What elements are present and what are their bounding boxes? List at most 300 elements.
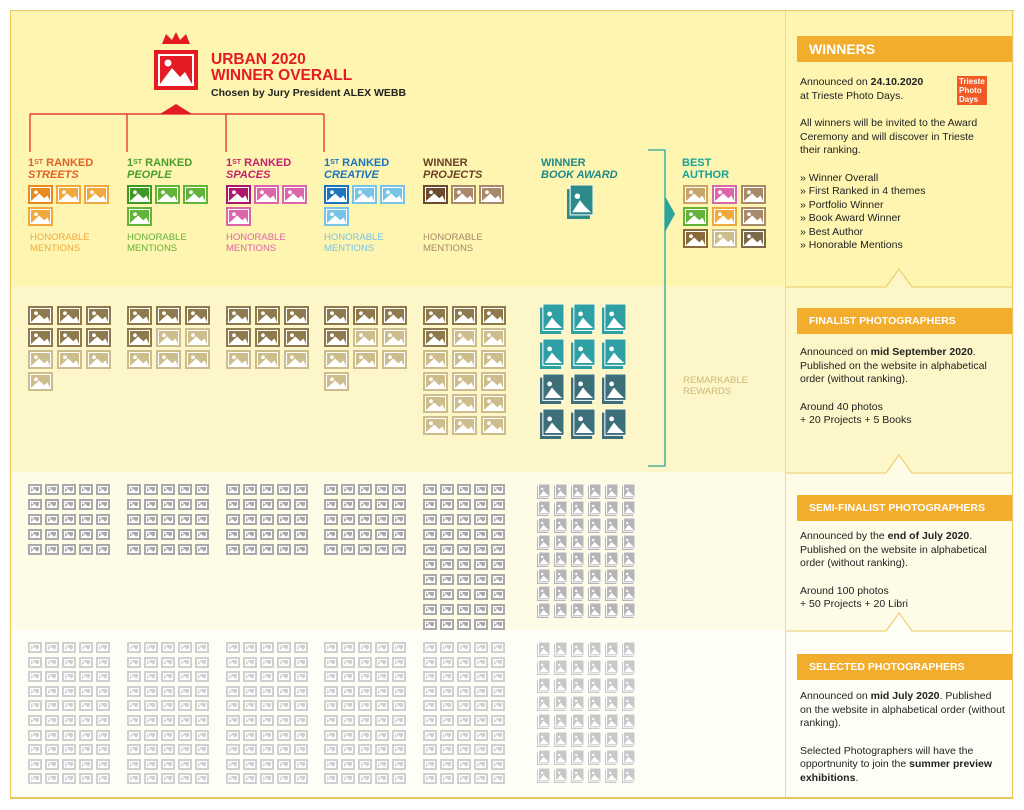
semi-photo-icon <box>474 499 488 510</box>
semi-photo-icon <box>260 484 274 495</box>
semi-photo-icon <box>178 499 192 510</box>
selected-photo-icon <box>457 642 471 653</box>
selected-book-icon <box>605 750 618 765</box>
selected-photo-icon <box>491 715 505 726</box>
semi-photo-icon <box>440 619 454 630</box>
selected-book-icon <box>622 642 635 657</box>
semi-photo-icon <box>195 499 209 510</box>
selected-photo-icon <box>358 730 372 741</box>
semi-photo-icon <box>440 484 454 495</box>
semi-book-icon <box>537 586 550 601</box>
selected-photo-icon <box>491 773 505 784</box>
semi-photo-icon <box>62 544 76 555</box>
selected-book-icon <box>622 660 635 675</box>
selected-book-icon <box>605 642 618 657</box>
category-book-label: WINNER BOOK AWARD <box>541 157 618 181</box>
semi-book-icon <box>537 501 550 516</box>
selected-photo-icon <box>127 744 141 755</box>
selected-photo-icon <box>341 744 355 755</box>
best-author-photo-icon <box>741 229 766 248</box>
selected-photo-icon <box>260 642 274 653</box>
selected-photo-icon <box>491 700 505 711</box>
selected-photo-icon <box>423 642 437 653</box>
finalist-photo-icon <box>127 306 152 325</box>
selected-photo-icon <box>260 730 274 741</box>
selected-photo-icon <box>423 686 437 697</box>
selected-photo-icon <box>144 759 158 770</box>
finalist-photo-icon <box>324 350 349 369</box>
semi-photo-icon <box>28 514 42 525</box>
selected-photo-icon <box>474 671 488 682</box>
semi-photo-icon <box>79 514 93 525</box>
selected-photo-icon <box>324 730 338 741</box>
selected-photo-icon <box>28 686 42 697</box>
semi-photo-icon <box>226 514 240 525</box>
selected-photo-icon <box>358 759 372 770</box>
semi-photo-icon <box>45 529 59 540</box>
semi-photo-icon <box>491 499 505 510</box>
semi-photo-icon <box>62 499 76 510</box>
semi-book-icon <box>571 535 584 550</box>
semi-photo-icon <box>375 499 389 510</box>
selected-book-icon <box>605 696 618 711</box>
semi-photo-icon <box>324 484 338 495</box>
semi-photo-icon <box>45 544 59 555</box>
category-projects-theme: PROJECTS <box>423 169 483 181</box>
finalist-photo-icon <box>452 394 477 413</box>
finalist-photo-icon <box>284 350 309 369</box>
selected-book-icon <box>571 660 584 675</box>
finalist-photo-icon <box>382 328 407 347</box>
finalist-book-icon <box>602 374 626 404</box>
finalist-photo-icon <box>324 328 349 347</box>
selected-photo-icon <box>62 730 76 741</box>
semi-photo-icon <box>324 544 338 555</box>
selected-photo-icon <box>457 773 471 784</box>
selected-photo-icon <box>491 730 505 741</box>
semi-photo-icon <box>226 484 240 495</box>
selected-photo-icon <box>440 744 454 755</box>
winner-photo-icon <box>155 185 180 204</box>
semi-photo-icon <box>62 529 76 540</box>
selected-photo-icon <box>161 686 175 697</box>
selected-photo-icon <box>358 657 372 668</box>
semi-photo-icon <box>440 514 454 525</box>
semi-photo-icon <box>341 529 355 540</box>
selected-photo-icon <box>144 730 158 741</box>
selected-book-icon <box>605 768 618 783</box>
finalist-book-icon <box>540 339 564 369</box>
semi-photo-icon <box>457 574 471 585</box>
selected-photo-icon <box>243 657 257 668</box>
selected-photo-icon <box>161 730 175 741</box>
hm-spaces: HONORABLE MENTIONS <box>226 232 286 254</box>
selected-photo-icon <box>62 744 76 755</box>
semi-photo-icon <box>226 544 240 555</box>
selected-photo-icon <box>28 759 42 770</box>
semi-photo-icon <box>474 604 488 615</box>
selected-photo-icon <box>96 700 110 711</box>
semi-book-icon <box>622 603 635 618</box>
finalist-photo-icon <box>127 350 152 369</box>
finalist-book-icon <box>571 409 595 439</box>
semi-photo-icon <box>324 499 338 510</box>
selected-photo-icon <box>226 700 240 711</box>
semi-book-icon <box>571 518 584 533</box>
selected-photo-icon <box>392 642 406 653</box>
best-author-photo-icon <box>712 229 737 248</box>
selected-book-icon <box>554 714 567 729</box>
winner-photo-icon <box>226 185 251 204</box>
selected-photo-icon <box>491 744 505 755</box>
selected-panel-title: SELECTED PHOTOGRAPHERS <box>797 654 1013 680</box>
semi-photo-icon <box>474 574 488 585</box>
selected-photo-icon <box>294 715 308 726</box>
winner-photo-icon <box>282 185 307 204</box>
semi-photo-icon <box>474 559 488 570</box>
semi-photo-icon <box>277 484 291 495</box>
selected-photo-icon <box>127 671 141 682</box>
winner-photo-icon <box>127 185 152 204</box>
semi-photo-icon <box>294 514 308 525</box>
finalist-photo-icon <box>423 328 448 347</box>
selected-photo-icon <box>195 730 209 741</box>
semi-book-icon <box>537 518 550 533</box>
hm-projects: HONORABLE MENTIONS <box>423 232 483 254</box>
semi-photo-icon <box>375 529 389 540</box>
semi-book-icon <box>571 501 584 516</box>
finalist-photo-icon <box>423 372 448 391</box>
semi-photo-icon <box>62 484 76 495</box>
semi-photo-icon <box>243 484 257 495</box>
selected-book-icon <box>588 642 601 657</box>
finalist-photo-icon <box>481 394 506 413</box>
semi-photo-icon <box>392 544 406 555</box>
selected-photo-icon <box>457 671 471 682</box>
selected-photo-icon <box>161 759 175 770</box>
semi-photo-icon <box>161 544 175 555</box>
selected-photo-icon <box>440 715 454 726</box>
semi-photo-icon <box>226 529 240 540</box>
finalist-photo-icon <box>86 328 111 347</box>
selected-photo-icon <box>195 773 209 784</box>
selected-photo-icon <box>127 730 141 741</box>
selected-photo-icon <box>324 773 338 784</box>
selected-photo-icon <box>243 715 257 726</box>
selected-photo-icon <box>28 700 42 711</box>
selected-photo-icon <box>96 642 110 653</box>
selected-photo-icon <box>375 686 389 697</box>
selected-photo-icon <box>144 671 158 682</box>
selected-photo-icon <box>127 773 141 784</box>
semi-photo-icon <box>79 529 93 540</box>
semi-photo-icon <box>161 484 175 495</box>
selected-photo-icon <box>144 686 158 697</box>
selected-book-icon <box>622 768 635 783</box>
semi-photo-icon <box>474 514 488 525</box>
semi-photo-icon <box>457 499 471 510</box>
semi-photo-icon <box>260 514 274 525</box>
finalist-photo-icon <box>324 306 349 325</box>
finalist-photo-icon <box>481 350 506 369</box>
selected-photo-icon <box>341 642 355 653</box>
selected-photo-icon <box>392 657 406 668</box>
semi-book-icon <box>537 603 550 618</box>
finalist-photo-icon <box>452 416 477 435</box>
connector-tree <box>0 0 780 160</box>
semi-photo-icon <box>392 499 406 510</box>
semi-photo-icon <box>45 499 59 510</box>
finalist-photo-icon <box>423 416 448 435</box>
selected-photo-icon <box>226 657 240 668</box>
finalist-photo-icon <box>452 350 477 369</box>
category-creative-label: 1ST RANKED CREATIVE <box>324 157 390 181</box>
selected-photo-icon <box>392 715 406 726</box>
semi-photo-icon <box>423 514 437 525</box>
semi-photo-icon <box>195 514 209 525</box>
category-people-theme: PEOPLE <box>127 169 172 181</box>
selected-photo-icon <box>440 773 454 784</box>
selected-photo-icon <box>226 773 240 784</box>
selected-photo-icon <box>28 730 42 741</box>
selected-photo-icon <box>341 715 355 726</box>
selected-photo-icon <box>440 642 454 653</box>
selected-photo-icon <box>277 671 291 682</box>
category-spaces-label: 1ST RANKED SPACES <box>226 157 292 181</box>
semi-photo-icon <box>341 514 355 525</box>
finalist-photo-icon <box>481 372 506 391</box>
winner-photo-icon <box>254 185 279 204</box>
selected-book-icon <box>554 660 567 675</box>
selected-photo-icon <box>226 686 240 697</box>
semi-photo-icon <box>28 544 42 555</box>
semi-photo-icon <box>294 544 308 555</box>
selected-photo-icon <box>178 686 192 697</box>
selected-book-icon <box>537 732 550 747</box>
selected-book-icon <box>554 732 567 747</box>
semi-book-icon <box>571 484 584 499</box>
selected-photo-icon <box>358 773 372 784</box>
finalist-photo-icon <box>28 372 53 391</box>
selected-photo-icon <box>195 671 209 682</box>
selected-photo-icon <box>28 642 42 653</box>
selected-photo-icon <box>195 657 209 668</box>
selected-photo-icon <box>127 715 141 726</box>
semi-photo-icon <box>474 484 488 495</box>
selected-photo-icon <box>260 744 274 755</box>
semi-photo-icon <box>79 544 93 555</box>
winner-photo-icon <box>127 207 152 226</box>
selected-photo-icon <box>28 657 42 668</box>
selected-photo-icon <box>161 700 175 711</box>
selected-photo-icon <box>324 642 338 653</box>
selected-photo-icon <box>423 657 437 668</box>
selected-photo-icon <box>375 657 389 668</box>
selected-photo-icon <box>45 671 59 682</box>
selected-photo-icon <box>474 773 488 784</box>
selected-photo-icon <box>96 730 110 741</box>
finalist-photo-icon <box>255 350 280 369</box>
semi-book-icon <box>622 586 635 601</box>
semi-photo-icon <box>324 514 338 525</box>
finalist-photo-icon <box>185 306 210 325</box>
selected-photo-icon <box>440 657 454 668</box>
selected-book-icon <box>571 678 584 693</box>
selected-photo-icon <box>79 671 93 682</box>
semi-photo-icon <box>375 484 389 495</box>
semi-photo-icon <box>440 499 454 510</box>
semi-photo-icon <box>457 484 471 495</box>
selected-photo-icon <box>62 642 76 653</box>
selected-photo-icon <box>62 715 76 726</box>
selected-book-icon <box>605 732 618 747</box>
selected-photo-icon <box>392 700 406 711</box>
selected-photo-icon <box>277 715 291 726</box>
semi-photo-icon <box>358 484 372 495</box>
selected-photo-icon <box>294 744 308 755</box>
selected-photo-icon <box>324 686 338 697</box>
winner-photo-icon <box>479 185 504 204</box>
selected-photo-icon <box>161 744 175 755</box>
selected-book-icon <box>537 768 550 783</box>
selected-photo-icon <box>375 671 389 682</box>
semi-book-icon <box>537 552 550 567</box>
selected-photo-icon <box>375 730 389 741</box>
finalist-photo-icon <box>481 306 506 325</box>
selected-photo-icon <box>457 744 471 755</box>
selected-photo-icon <box>294 686 308 697</box>
semi-photo-icon <box>144 514 158 525</box>
selected-photo-icon <box>79 730 93 741</box>
selected-photo-icon <box>195 744 209 755</box>
selected-book-icon <box>588 768 601 783</box>
best-author-photo-icon <box>741 185 766 204</box>
selected-photo-icon <box>375 773 389 784</box>
selected-photo-icon <box>62 686 76 697</box>
selected-photo-icon <box>294 657 308 668</box>
semi-photo-icon <box>260 529 274 540</box>
semi-photo-icon <box>375 514 389 525</box>
semi-photo-icon <box>96 514 110 525</box>
selected-photo-icon <box>62 671 76 682</box>
semi-photo-icon <box>28 484 42 495</box>
semi-photo-icon <box>28 499 42 510</box>
semi-photo-icon <box>341 499 355 510</box>
semi-photo-icon <box>96 499 110 510</box>
semi-photo-icon <box>62 514 76 525</box>
selected-photo-icon <box>79 657 93 668</box>
semi-photo-icon <box>375 544 389 555</box>
semi-book-icon <box>554 484 567 499</box>
selected-photo-icon <box>474 700 488 711</box>
selected-book-icon <box>554 768 567 783</box>
selected-photo-icon <box>294 700 308 711</box>
selected-book-icon <box>537 660 550 675</box>
semi-book-icon <box>571 569 584 584</box>
semi-book-icon <box>605 535 618 550</box>
selected-photo-icon <box>491 671 505 682</box>
semi-photo-icon <box>127 529 141 540</box>
semi-photo-icon <box>127 499 141 510</box>
selected-photo-icon <box>144 700 158 711</box>
semi-book-icon <box>588 484 601 499</box>
selected-photo-icon <box>127 759 141 770</box>
semi-photo-icon <box>474 619 488 630</box>
selected-book-icon <box>537 678 550 693</box>
selected-photo-icon <box>474 657 488 668</box>
winners-list: » Winner Overall » First Ranked in 4 themes » Portfolio Winner » Book Award Winner » Best Author » Honorable Mentions <box>800 171 926 251</box>
semi-photo-icon <box>243 529 257 540</box>
arrow-right-icon <box>665 196 675 232</box>
selected-photo-icon <box>474 730 488 741</box>
selected-photo-icon <box>324 744 338 755</box>
semi-book-icon <box>622 535 635 550</box>
semi-photo-icon <box>474 589 488 600</box>
selected-photo-icon <box>96 671 110 682</box>
winner-photo-icon <box>28 207 53 226</box>
semi-photo-icon <box>294 499 308 510</box>
semi-photo-icon <box>277 529 291 540</box>
selected-photo-icon <box>96 773 110 784</box>
selected-photo-icon <box>127 657 141 668</box>
selected-book-icon <box>537 696 550 711</box>
selected-photo-icon <box>243 700 257 711</box>
selected-photo-icon <box>96 715 110 726</box>
selected-photo-icon <box>341 671 355 682</box>
selected-photo-icon <box>79 700 93 711</box>
semi-photo-icon <box>161 529 175 540</box>
selected-photo-icon <box>79 686 93 697</box>
selected-photo-icon <box>45 657 59 668</box>
selected-photo-icon <box>79 715 93 726</box>
selected-photo-icon <box>423 700 437 711</box>
selected-photo-icon <box>294 773 308 784</box>
semi-photo-icon <box>294 484 308 495</box>
semi-photo-icon <box>457 529 471 540</box>
finalist-photo-icon <box>423 394 448 413</box>
semi-book-icon <box>605 518 618 533</box>
selected-photo-icon <box>423 730 437 741</box>
selected-photo-icon <box>45 715 59 726</box>
selected-photo-icon <box>243 744 257 755</box>
selected-photo-icon <box>79 642 93 653</box>
semi-photo-icon <box>195 484 209 495</box>
winner-photo-icon <box>451 185 476 204</box>
best-author-photo-icon <box>683 229 708 248</box>
finalist-photo-icon <box>481 328 506 347</box>
selected-photo-icon <box>178 730 192 741</box>
semi-photo-icon <box>440 574 454 585</box>
selected-photo-icon <box>457 700 471 711</box>
selected-photo-icon <box>375 744 389 755</box>
finalist-photo-icon <box>185 350 210 369</box>
semi-panel-title: SEMI-FINALIST PHOTOGRAPHERS <box>797 495 1013 521</box>
selected-book-icon <box>605 714 618 729</box>
selected-photo-icon <box>127 700 141 711</box>
semi-book-icon <box>588 552 601 567</box>
semi-book-icon <box>605 603 618 618</box>
finalist-photo-icon <box>423 350 448 369</box>
semi-book-icon <box>571 586 584 601</box>
selected-book-icon <box>622 696 635 711</box>
semi-book-icon <box>622 569 635 584</box>
selected-book-icon <box>588 678 601 693</box>
semi-photo-icon <box>127 544 141 555</box>
selected-photo-icon <box>144 744 158 755</box>
selected-photo-icon <box>195 700 209 711</box>
notch-2 <box>786 452 1013 474</box>
panel-divider <box>785 10 786 798</box>
